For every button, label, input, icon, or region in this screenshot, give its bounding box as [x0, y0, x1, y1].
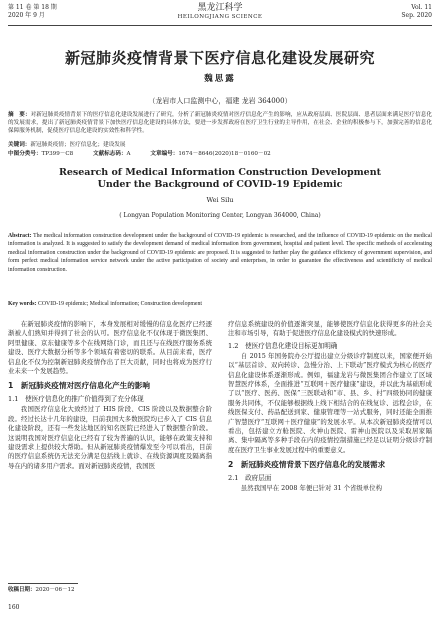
- classification-line: [8, 150, 432, 158]
- keywords-en-label: Key words:: [8, 301, 37, 307]
- keywords-en: [8, 300, 432, 308]
- date-en: Sep. 2020: [401, 12, 432, 19]
- body-column-right: [228, 320, 432, 494]
- abstract-en-text: The medical information construction development under the background of COVID-19 epidemic is researched, and the influence of COVID-19 epidemic on the medical information is analyzed. It is suggested to satisfy the development demand of medical information from government, hospital and patient level. The specific methods of accelerating medical information construction under the background of COVID-19 epidemic are proposed. It is suggested to further play the guidance efficiency of government supervision, and form perfect medical information service network under the active participation of society and enterprises, in order to guarantee the effectiveness and scientificity of medical information construction.: [8, 233, 432, 273]
- author-cn: 魏思露: [204, 74, 236, 84]
- journal-name: [8, 4, 432, 21]
- abstract-en-label: Abstract:: [8, 233, 32, 239]
- keywords-en-text: COVID-19 epidemic; Medical information; Construction development: [36, 301, 202, 307]
- abstract-cn-label: 摘 要：: [8, 112, 31, 118]
- clc-value: TP399－C8: [41, 151, 74, 157]
- abstract-cn-text: 对新冠肺炎疫情背景下的医疗信息化建设发展进行了研究，分析了新冠肺炎疫情对医疗信息化产生的影响，应从政府层面、医院层面、患者层面来满足医疗信息化的发展需求，提出了新冠肺炎疫情背景下加快医疗信息化建设的具体方法，要进一步发挥政府在医疗卫生行业的主导作用，在社会、企业的积极参与下，加强完善的信息化保障服务机制，促使医疗信息化建设的实效性和科学性。: [8, 112, 432, 134]
- article-number-label: 文章编号：: [150, 151, 179, 157]
- keywords-cn-text: 新冠肺炎疫情；医疗信息化；建设发展: [30, 142, 126, 148]
- body-paragraph: 自 2015 年国务院办公厅提出建立分级诊疗制度以来，国家便开始以“基层首诊、双向转诊、急慢分治、上下联动”医疗模式为核心的医疗信息化建设体系逐渐形成。例如，福建龙岩与微医集团合作建立了区域智慧医疗体系，全面推进“互联网＋医疗健康”建设，并以此为基础形成了以“医疗、医药、医保”三医联动和“市、县、乡、村”四级协同的健康服务共同体，不仅能够根据线上线下相结合的在线复诊、远程会诊，在线医保支付、药品配送到家、健康管理等一站式服务，同时还能全面推广智慧医疗“互联网＋医疗健康”的发展水平。从本次新冠肺炎疫情可以看出，包括建立方舱医院、火神山医院、雷神山医院以及采取居家隔离、集中隔离等多种手段在内的疫情控制措施已经足以证明分级诊疗制度在医疗卫生事业发展过程中的重要意义。: [228, 351, 432, 454]
- body-column-left: [8, 320, 212, 471]
- affiliation-cn: （龙岩市人口监测中心，福建 龙岩 364000）: [148, 97, 292, 105]
- body-paragraph: 我国医疗信息化大致经过了 HIS 阶段、CIS 阶段以及数据整合阶段。经过长达十几年的建设，目前我国大多数医院均已步入了 CIS 信息化建设阶段，还有一些发达地区的知名医院已经进入了数据整合阶段。这说明我国对医疗信息化已经有了较为普遍的认识，能够在政策支持和建设需求上提供较大帮助。但从新冠肺炎疫情爆发至今可以看出，目前的医疗信息系统仍无法充分满足包括线上就诊、在线资源调度及隔离指导在内的诸多用户需求。面对新冠肺炎疫情，我国医: [8, 405, 212, 470]
- issue-info-en: [401, 4, 432, 20]
- abstract-cn: [8, 111, 432, 135]
- received-date-value: 2020－06－12: [35, 587, 75, 593]
- section-heading-1: 1 新冠肺炎疫情对医疗信息化产生的影响: [8, 381, 150, 391]
- article-title-cn: 新冠肺炎疫情背景下医疗信息化建设发展研究: [64, 49, 375, 67]
- intro-paragraph: 在新冠肺炎疫情的影响下，本身发展相对缓慢的信息化医疗已经逐渐被人们熟知并得到了社会的认可。医疗信息化不仅体现于微医集团、阿里健康、京东健康等多个在线网络门诊，而且还与在线医疗服务系统建设、医疗大数据分析等多个领域有着密切的联系。从目前来看，医疗信息化不仅为控制新冠肺炎疫情作出了巨大贡献，同时也将成为医疗行业未来一个发展趋势。: [8, 320, 212, 376]
- page-number: 160: [8, 604, 20, 611]
- keywords-cn: [8, 141, 432, 149]
- article-number: [150, 151, 270, 157]
- journal-name-en: HEILONGJIANG SCIENCE: [177, 14, 263, 20]
- clc-label: 中图分类号：: [8, 151, 42, 157]
- subsection-heading-1-2: 1.2 使医疗信息化建设目标更加明确: [228, 341, 338, 350]
- abstract-en: [8, 232, 432, 274]
- subsection-heading-2-1: 2.1 政府层面: [228, 474, 272, 483]
- volume-en: Vol. 11: [411, 4, 432, 11]
- running-header: [8, 4, 432, 24]
- doc-code-value: A: [126, 151, 131, 157]
- body-paragraph: 虽然我国早在 2008 年便已针对 31 个省级单位构: [240, 484, 382, 493]
- doc-code-label: 文献标志码：: [92, 151, 127, 157]
- article-title-en: [0, 167, 440, 191]
- title-en-line1: Research of Medical Information Construction Development: [58, 167, 382, 178]
- title-en-line2: Under the Background of COVID-19 Epidemic: [97, 179, 343, 190]
- section-heading-2: 2 新冠肺炎疫情背景下医疗信息化的发展需求: [228, 460, 386, 470]
- body-paragraph: 疗信息系统建设的价值逐渐突显，能够使医疗信息化获得更多的社会关注和市场引导，有助于促进医疗信息化建设模式的快速形成。: [228, 320, 432, 338]
- received-date: [8, 587, 75, 594]
- footnote-divider: [8, 583, 78, 584]
- keywords-cn-label: 关键词：: [8, 142, 31, 148]
- clc-number: [8, 151, 73, 157]
- doc-code: [93, 151, 131, 157]
- received-date-label: 收稿日期：: [8, 587, 36, 593]
- volume-issue: 第 11 卷 第 18 期: [8, 4, 57, 11]
- article-number-value: 1674－8646(2020)18－0160－02: [178, 151, 271, 157]
- journal-name-cn: 黑龙江科学: [197, 3, 243, 13]
- author-en: Wei Silu: [206, 196, 234, 204]
- affiliation-en: ( Longyan Population Monitoring Center, Longyan 364000, China): [119, 212, 321, 219]
- header-divider: [8, 25, 432, 26]
- subsection-heading-1-1: 1.1 使医疗信息化的推广价值得到了充分体现: [8, 395, 144, 404]
- issue-date: 2020 年 9 月: [8, 12, 45, 19]
